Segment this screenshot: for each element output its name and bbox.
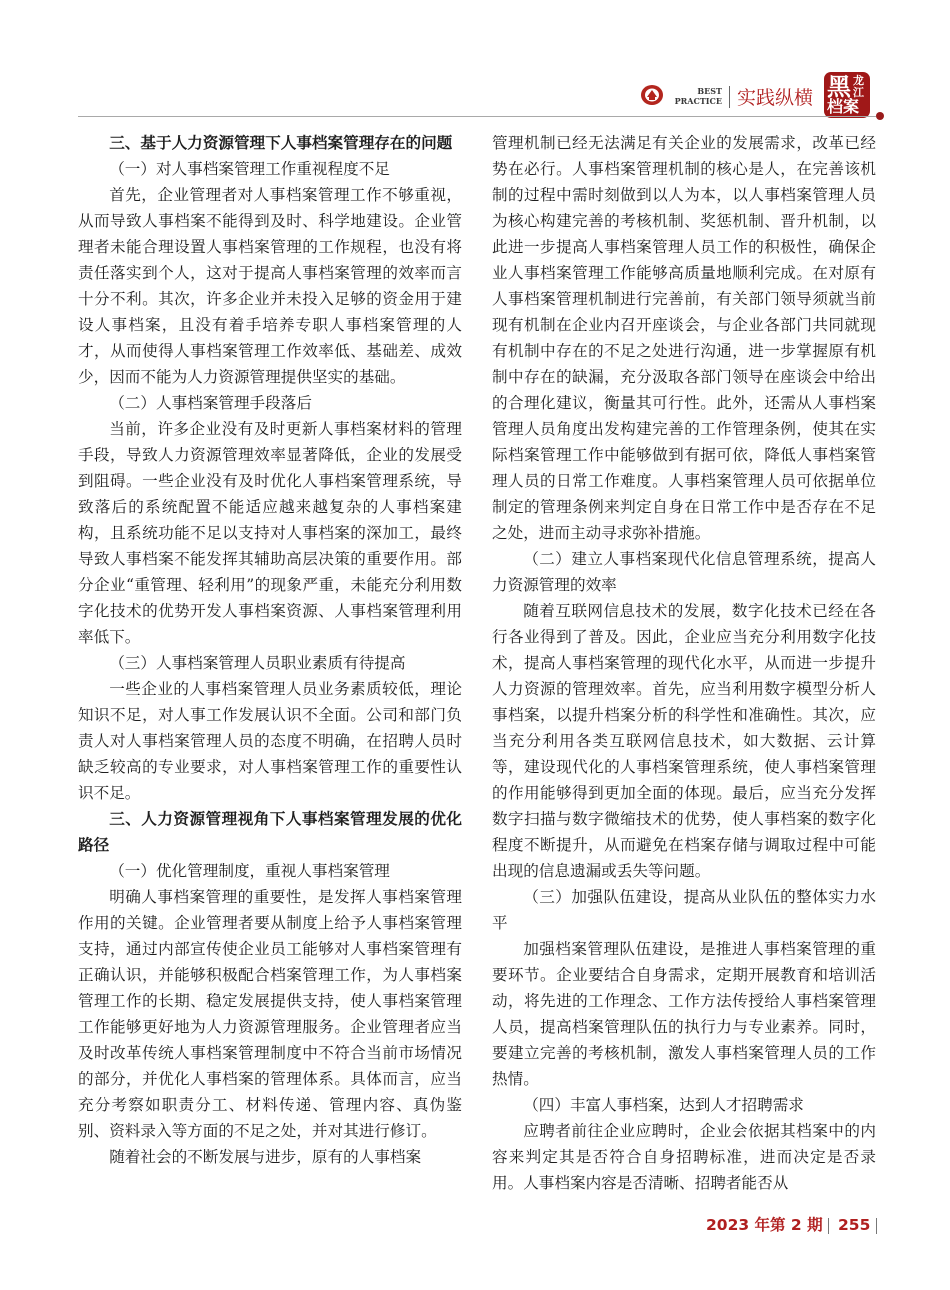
subsection-heading: （二）人事档案管理手段落后 (109, 394, 312, 412)
best-text: BEST (697, 86, 722, 96)
header-separator (729, 86, 730, 108)
journal-seal-logo (824, 72, 870, 118)
journal-emblem-icon (640, 84, 664, 106)
paragraph: 随着社会的不断发展与进步，原有的人事档案 (109, 1148, 422, 1166)
page-footer (676, 1210, 886, 1240)
subsection-heading: （四）丰富人事档案，达到人才招聘需求 (523, 1096, 804, 1114)
subsection-heading: （二）建立人事档案现代化信息管理系统，提高人力资源管理的效率 (492, 550, 876, 594)
paragraph: 当前，许多企业没有及时更新人事档案材料的管理手段，导致人力资源管理效率显著降低，企业的发展受到阻碍。一些企业没有及时优化人事档案管理系统，导致落后的系统配置不能适应越来越复杂的人事档案建构，且系统功能不足以支持对人事档案的深加工，最终导致人事档案不能发挥其辅助高层决策的重要作用。部分企业“重管理、轻利用”的现象严重，未能充分利用数字化技术的优势开发人事档案资源、人事档案管理利用率低下。 (78, 420, 462, 646)
practice-text: PRACTICE (674, 96, 722, 106)
paragraph: 首先，企业管理者对人事档案管理工作不够重视，从而导致人事档案不能得到及时、科学地建设。企业管理者未能合理设置人事档案管理的工作规程，也没有将责任落实到个人，这对于提高人事档案管理的效率而言十分不利。其次，许多企业并未投入足够的资金用于建设人事档案，且没有着手培养专职人事档案管理的人才，从而使得人事档案管理工作效率低、基础差、成效少，因而不能为人力资源管理提供坚实的基础。 (78, 186, 462, 386)
paragraph: 一些企业的人事档案管理人员业务素质较低，理论知识不足，对人事工作发展认识不全面。公司和部门负责人对人事档案管理人员的态度不明确，在招聘人员时缺乏较高的专业要求，对人事档案管理工作的重要性认识不足。 (78, 680, 462, 802)
subsection-heading: （三）人事档案管理人员职业素质有待提高 (109, 654, 406, 672)
header-rule (78, 116, 876, 117)
section-heading: 三、人力资源管理视角下人事档案管理发展的优化路径 (78, 809, 462, 854)
footer-separator-end (876, 1218, 877, 1234)
seal-bottom-chars: 档案 (827, 97, 860, 116)
seal-big-char: 黑 (827, 72, 851, 101)
section-title: 实践纵横 (737, 87, 814, 109)
subsection-heading: （三）加强队伍建设，提高从业队伍的整体实力水平 (492, 888, 876, 932)
section-heading: 三、基于人力资源管理下人事档案管理存在的问题 (109, 133, 453, 152)
continued-paragraph: 管理机制已经无法满足有关企业的发展需求，改革已经势在必行。人事档案管理机制的核心是人，在完善该机制的过程中需时刻做到以人为本，以人事档案管理人员为核心构建完善的考核机制、奖惩机制、晋升机制，以此进一步提高人事档案管理人员工作的积极性，确保企业人事档案管理工作能够高质量地顺利完成。在对原有人事档案管理机制进行完善前，有关部门领导须就当前现有机制在企业内召开座谈会，与企业各部门共同就现有机制中存在的不足之处进行沟通，进一步掌握原有机制中存在的缺漏，充分汲取各部门领导在座谈会中给出的合理化建议，衡量其可行性。此外，还需从人事档案管理人员角度出发构建完善的工作管理条例，使其在实际档案管理工作中能够做到有据可依，降低人事档案管理人员的日常工作难度。人事档案管理人员可依据单位制定的管理条例来判定自身在日常工作中是否存在不足之处，进而主动寻求弥补措施。 (492, 134, 876, 542)
right-column (492, 130, 876, 1196)
paragraph: 加强档案管理队伍建设，是推进人事档案管理的重要环节。企业要结合自身需求，定期开展教育和培训活动，将先进的工作理念、工作方法传授给人事档案管理人员，提高档案管理队伍的执行力与专业素养。同时，要建立完善的考核机制，激发人事档案管理人员的工作热情。 (492, 940, 876, 1088)
paragraph: 应聘者前往企业应聘时，企业会依据其档案中的内容来判定其是否符合自身招聘标准，进而决定是否录用。人事档案内容是否清晰、招聘者能否从 (492, 1122, 876, 1192)
issue-label: 2023 年第 2 期 (706, 1216, 823, 1234)
paragraph: 随着互联网信息技术的发展，数字化技术已经在各行各业得到了普及。因此，企业应当充分利用数字化技术，提高人事档案管理的现代化水平，从而进一步提升人力资源的管理效率。首先，应当利用数字模型分析人事档案，以提升档案分析的科学性和准确性。其次，应当充分利用各类互联网信息技术，如大数据、云计算等，建设现代化的人事档案管理系统，使人事档案管理的作用能够得到更加全面的体现。最后，应当充分发挥数字扫描与数字微缩技术的优势，使人事档案的数字化程度不断提升，从而避免在档案存储与调取过程中可能出现的信息遗漏或丢失等问题。 (492, 602, 876, 880)
footer-separator (828, 1218, 829, 1234)
best-practice-label (670, 86, 722, 106)
left-column (78, 130, 462, 1170)
subsection-heading: （一）对人事档案管理工作重视程度不足 (109, 160, 390, 178)
paragraph: 明确人事档案管理的重要性，是发挥人事档案管理作用的关键。企业管理者要从制度上给予人事档案管理支持，通过内部宣传使企业员工能够对人事档案管理有正确认识，并能够积极配合档案管理工作，为人事档案管理工作的长期、稳定发展提供支持，使人事档案管理工作能够更好地为人力资源管理服务。企业管理者应当及时改革传统人事档案管理制度中不符合当前市场情况的部分，并优化人事档案的管理体系。具体而言，应当充分考察如职责分工、材料传递、管理内容、真伪鉴别、资料录入等方面的不足之处，并对其进行修订。 (78, 888, 462, 1140)
seal-side-chars: 龙江 (853, 74, 864, 99)
subsection-heading: （一）优化管理制度，重视人事档案管理 (109, 862, 390, 880)
page-number: 255 (838, 1216, 871, 1234)
